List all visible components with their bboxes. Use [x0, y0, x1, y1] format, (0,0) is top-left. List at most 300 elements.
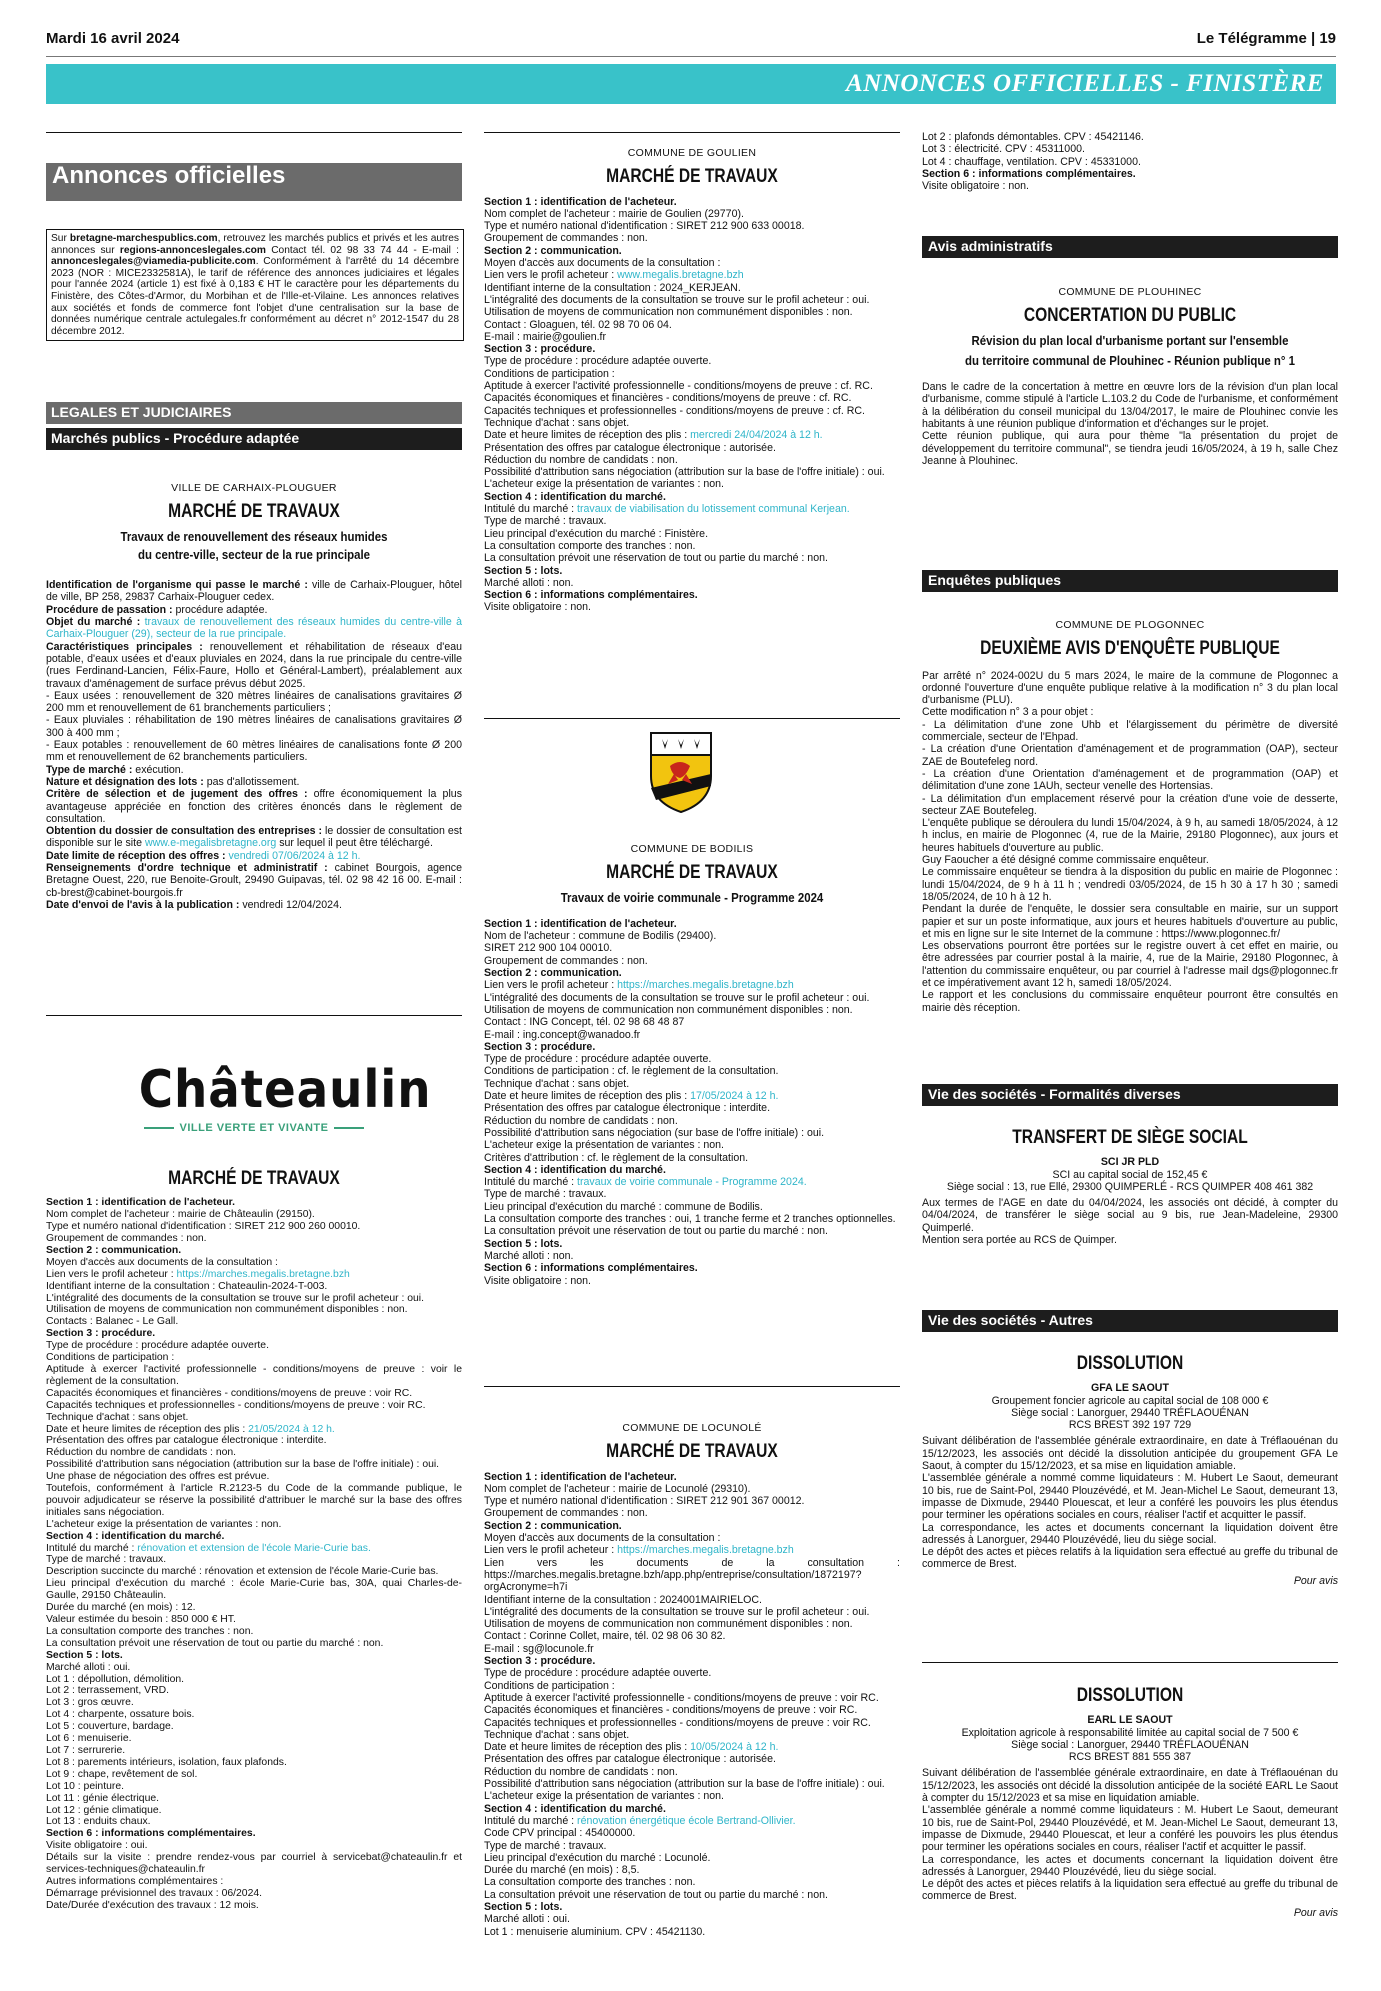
- text-run: La consultation prévoit une réservation de tout ou partie du marché : non.: [484, 1888, 828, 1901]
- paragraph: [484, 355, 900, 367]
- text-run: Contact : ING Concept, tél. 02 98 68 48 87: [484, 1016, 685, 1029]
- locunole-notice: [484, 1422, 900, 1938]
- dissolution-earl-notice: [922, 1685, 1338, 1919]
- paragraph: [46, 739, 462, 764]
- notice-body: [922, 1435, 1338, 1570]
- paragraph: [484, 1471, 900, 1483]
- logo-tagline-row: [126, 1122, 382, 1134]
- paragraph: [484, 1901, 900, 1913]
- text-run: Réduction du nombre de candidats : non.: [484, 1765, 678, 1778]
- paragraph: [484, 1238, 900, 1250]
- paragraph: [484, 294, 900, 306]
- paragraph: [922, 719, 1338, 744]
- paragraph: [46, 1447, 462, 1459]
- text-run: La consultation prévoit une réservation de tout ou partie du marché : non.: [484, 1225, 828, 1238]
- paragraph: [46, 1412, 462, 1424]
- text-run: Lot 10 : peinture.: [46, 1780, 124, 1792]
- paragraph: [922, 1767, 1338, 1804]
- paragraph: [484, 1520, 900, 1532]
- legales-header: LEGALES ET JUDICIAIRES: [46, 402, 462, 424]
- paragraph: [922, 1546, 1338, 1571]
- text-run: , retrouvez les marchés publics et privés et les autres annonces sur: [51, 233, 460, 256]
- paragraph: [922, 989, 1338, 1014]
- paragraph: [46, 776, 462, 788]
- header-line: [922, 1407, 1338, 1419]
- signature: Pour avis: [1293, 1574, 1338, 1587]
- paragraph: [484, 1778, 900, 1790]
- paragraph: [484, 368, 900, 380]
- text-run: Type et numéro national d'identification : SIRET 212 901 367 00012.: [484, 1495, 805, 1508]
- paragraph: [484, 429, 900, 441]
- paragraph: [484, 1729, 900, 1741]
- text-run: Exploitation agricole à responsabilité limitée au capital social de 7 500 €: [961, 1726, 1299, 1739]
- text-run: Utilisation de moyens de communication non communément disponibles : non.: [484, 1003, 853, 1016]
- paragraph: [46, 1566, 462, 1578]
- goulien-notice: [484, 147, 900, 614]
- text-run: La consultation comporte des tranches : non.: [46, 1625, 254, 1637]
- highlighted-text: 17/05/2024 à 12 h.: [690, 1090, 779, 1103]
- paragraph: [484, 1815, 900, 1827]
- paragraph: [46, 604, 462, 616]
- bold-label: Section 5 : lots.: [484, 1237, 563, 1250]
- bold-label: SCI JR PLD: [1100, 1156, 1160, 1169]
- text-run: Lieu principal d'exécution du marché : commune de Bodilis.: [484, 1200, 763, 1213]
- paragraph: [484, 1483, 900, 1495]
- text-run: cabinet Bourgois, agence Bretagne Ouest, 220, rue Benoite-Groult, 29490 Guipavas, tél. 02 98 42 16 00. E-mail : cb-brest@cabinet-bourgois.fr: [46, 862, 462, 899]
- notice-body: [922, 381, 1338, 467]
- text-run: Visite obligatoire : non.: [484, 1274, 591, 1287]
- text-run: Lieu principal d'exécution du marché : école Marie-Curie bas, 30A, quai Charles-de-Gaulle, 29150 Châteaulin.: [46, 1578, 462, 1602]
- paragraph: [46, 850, 462, 862]
- paragraph: [46, 1900, 462, 1912]
- transfert-notice: [922, 1127, 1338, 1247]
- locunole-continued: [922, 131, 1338, 192]
- text-run: Lot 6 : menuiserie.: [46, 1733, 132, 1745]
- text-run: L'enquête publique se déroulera du lundi 15/04/2024, à 9 h, au samedi 18/05/2024, à 12 h inclus, en mairie de Plogonnec (4, rue de la Mairie, 29180 Plogonnec), aux jours et heures habituels d'ouverture au public.: [922, 817, 1338, 854]
- text-run: Lien vers le profil acheteur :: [484, 979, 618, 992]
- header-line: [922, 1382, 1338, 1394]
- text-run: pas d'allotissement.: [203, 775, 300, 788]
- paragraph: [922, 854, 1338, 866]
- paragraph: [922, 768, 1338, 793]
- text-run: Type de procédure : procédure adaptée ouverte.: [484, 355, 712, 368]
- paragraph: [46, 1221, 462, 1233]
- text-run: Type de procédure : procédure adaptée ouverte.: [484, 1667, 712, 1680]
- bold-label: Section 6 : informations complémentaires.: [922, 167, 1136, 180]
- paragraph: [46, 1388, 462, 1400]
- bold-label: Date d'envoi de l'avis à la publication :: [46, 898, 240, 911]
- paragraph: [484, 1139, 900, 1151]
- paragraph: [484, 1188, 900, 1200]
- highlighted-text: www.e-megalisbretagne.org: [144, 837, 277, 850]
- paragraph: [46, 862, 462, 899]
- paragraph: [46, 1721, 462, 1733]
- paragraph: [484, 245, 900, 257]
- text-run: Sur: [51, 233, 70, 244]
- notice-title: MARCHÉ DE TRAVAUX: [606, 166, 778, 188]
- bold-label: Type de marché :: [46, 763, 133, 776]
- notice-title: TRANSFERT DE SIÈGE SOCIAL: [1012, 1127, 1248, 1148]
- paragraph: [484, 992, 900, 1004]
- text-run: Date et heure limites de réception des plis :: [484, 429, 691, 442]
- bold-label: Section 5 : lots.: [484, 1900, 563, 1913]
- text-run: La correspondance, les actes et documents concernant la liquidation doivent être adressés à Lanorguer, 29440 Plouzévédé, lieu du siège social.: [922, 1853, 1338, 1878]
- text-run: Type de marché : travaux.: [484, 515, 607, 528]
- text-run: Cette modification n° 3 a pour objet :: [922, 706, 1094, 719]
- paragraph: [46, 1459, 462, 1471]
- notice-body: [484, 1471, 900, 1938]
- paragraph: [922, 143, 1338, 155]
- paragraph: [46, 1745, 462, 1757]
- text-run: Conditions de participation :: [46, 1352, 175, 1364]
- text-run: Lien vers le profil acheteur :: [484, 1544, 618, 1557]
- text-run: Possibilité d'attribution sans négociation (sur base de l'offre initiale) : oui.: [484, 1126, 825, 1139]
- paragraph: [484, 979, 900, 991]
- text-run: Capacités économiques et financières - conditions/moyens de preuve : voir RC.: [484, 1704, 858, 1717]
- chateaulin-logo: [126, 1060, 432, 1134]
- header-line: [922, 1419, 1338, 1431]
- bold-label: regions-annonceslegales.com: [119, 244, 266, 256]
- paragraph: [46, 1852, 462, 1876]
- text-run: Dans le cadre de la concertation à mettre en œuvre lors de la révision d'un plan local d'urbanisme, comme stipulé à l'article L.103.2 du Code de l'urbanisme, et conformément à la délibération du conseil municipal du 13/04/2017, le maire de Plouhinec convie les habitants à une réunion publique d'information et d'échanges sur le projet.: [922, 381, 1338, 431]
- text-run: Type de marché : travaux.: [46, 1554, 167, 1566]
- text-run: L'acheteur exige la présentation de variantes : non.: [484, 1139, 724, 1152]
- paragraph: [46, 1519, 462, 1531]
- paragraph: [46, 1483, 462, 1519]
- leaf-line-icon: [334, 1127, 364, 1129]
- paragraph: [484, 306, 900, 318]
- text-run: Utilisation de moyens de communication non communément disponibles : non.: [484, 306, 853, 319]
- paragraph: [46, 1304, 462, 1316]
- paragraph: [922, 670, 1338, 707]
- paragraph: [484, 1926, 900, 1938]
- paragraph: [922, 1804, 1338, 1853]
- text-run: Lot 4 : charpente, ossature bois.: [46, 1709, 195, 1721]
- paragraph: [922, 743, 1338, 768]
- text-run: procédure adaptée.: [172, 603, 268, 616]
- text-run: Lot 11 : génie électrique.: [46, 1792, 160, 1804]
- text-run: L'acheteur exige la présentation de variantes : non.: [46, 1518, 282, 1530]
- paragraph: [484, 1692, 900, 1704]
- paragraph: [46, 1816, 462, 1828]
- marches-header: Marchés publics - Procédure adaptée: [46, 428, 462, 450]
- text-run: Présentation des offres par catalogue électronique : autorisée.: [484, 1753, 776, 1766]
- paragraph: [484, 1275, 900, 1287]
- bold-label: Section 1 : identification de l'acheteur.: [46, 1197, 235, 1209]
- paragraph: [484, 1790, 900, 1802]
- paragraph: [46, 690, 462, 715]
- notice-body: [46, 1197, 462, 1911]
- text-run: Aux termes de l'AGE en date du 04/04/2024, les associés ont décidé, à compter du 04/04/2024, de transférer le siège social au 9 bis, rue Jean-Madeleine, 29300 Quimperlé.: [922, 1197, 1338, 1234]
- bold-label: Obtention du dossier de consultation des entreprises :: [46, 825, 323, 838]
- chateaulin-notice: [46, 1168, 462, 1912]
- text-run: RCS BREST 392 197 729: [1068, 1419, 1192, 1432]
- paragraph: [484, 269, 900, 281]
- leaf-line-icon: [144, 1127, 174, 1129]
- text-run: Possibilité d'attribution sans négociation (attribution sur la base de l'offre initiale) : oui.: [484, 1778, 885, 1791]
- paragraph: [484, 1913, 900, 1925]
- issue-date: Mardi 16 avril 2024: [46, 30, 180, 47]
- paragraph: [46, 1364, 462, 1388]
- text-run: Type de marché : travaux.: [484, 1839, 607, 1852]
- bold-label: Section 3 : procédure.: [46, 1328, 156, 1340]
- text-run: Conditions de participation :: [484, 1679, 615, 1692]
- paragraph: [922, 156, 1338, 168]
- paragraph: [922, 793, 1338, 818]
- text-run: Date et heure limites de réception des plis :: [484, 1090, 691, 1103]
- company-header: [922, 1156, 1338, 1193]
- paragraph: [484, 466, 900, 478]
- bold-label: Identification de l'organisme qui passe le marché :: [46, 579, 308, 592]
- paragraph: [484, 1507, 900, 1519]
- paragraph: [922, 180, 1338, 192]
- text-run: L'intégralité des documents de la consultation se trouve sur le profil acheteur : oui.: [484, 991, 870, 1004]
- paragraph: [46, 1257, 462, 1269]
- paragraph: [922, 706, 1338, 718]
- header-line: [922, 1395, 1338, 1407]
- paragraph: [484, 1164, 900, 1176]
- paragraph: [46, 1769, 462, 1781]
- paragraph: [484, 528, 900, 540]
- text-run: Lot 3 : électricité. CPV : 45311000.: [922, 143, 1085, 156]
- company-header: [922, 1714, 1338, 1763]
- paragraph: [46, 1328, 462, 1340]
- notice-body: [484, 196, 900, 614]
- notice-title: CONCERTATION DU PUBLIC: [1023, 305, 1237, 327]
- commune-name: COMMUNE DE LOCUNOLÉ: [622, 1422, 762, 1434]
- paragraph: [484, 1864, 900, 1876]
- paragraph: [46, 1269, 462, 1281]
- intro-box: [46, 229, 464, 341]
- text-run: Lieu principal d'exécution du marché : Locunolé.: [484, 1851, 711, 1864]
- header-line: [922, 1727, 1338, 1739]
- bold-label: Section 1 : identification de l'acheteur.: [484, 917, 677, 930]
- highlighted-text: https://marches.megalis.bretagne.bzh: [617, 1544, 794, 1557]
- text-run: le dossier de consultation est disponible sur le site: [46, 825, 462, 850]
- text-run: Lot 7 : serrurerie.: [46, 1744, 126, 1756]
- paragraph: [484, 601, 900, 613]
- text-run: Aptitude à exercer l'activité professionnelle - conditions/moyens de preuve : voir RC.: [484, 1691, 879, 1704]
- paragraph: [922, 1435, 1338, 1472]
- bold-label: Section 5 : lots.: [484, 564, 563, 577]
- text-run: Lien vers les documents de la consultation : https://marches.megalis.bretagne.bzh/app.php/entreprise/consultation/1872197?orgAcronyme=h7i: [484, 1556, 900, 1594]
- notice-title: MARCHÉ DE TRAVAUX: [168, 501, 340, 523]
- text-run: - La délimitation d'une zone Uhb et l'élargissement du périmètre de diversité commerciale, secteur de l'Ehpad.: [922, 718, 1338, 744]
- paragraph: [46, 1340, 462, 1352]
- paragraph: [46, 1840, 462, 1852]
- paragraph: [46, 1638, 462, 1650]
- text-run: Type de procédure : procédure adaptée ouverte.: [46, 1340, 269, 1352]
- logo-wordmark: Châteaulin: [138, 1060, 432, 1120]
- header-line: [922, 1739, 1338, 1751]
- page-header: [46, 30, 1336, 50]
- notice-body: [922, 1767, 1338, 1902]
- paragraph: [484, 442, 900, 454]
- paragraph: [484, 1250, 900, 1262]
- text-run: SCI au capital social de 152,45 €: [1052, 1168, 1208, 1181]
- paragraph: [922, 940, 1338, 989]
- text-run: Le commissaire enquêteur se tiendra à la disposition du public en mairie de Plogonnec : lundi 15/04/2024, de 9 h à 11 h ; vendredi 03/05/2024, de 15 h 30 à 17 h 30 ; samedi 18/05/2024, de 10 h à 12 h.: [922, 866, 1338, 903]
- notice-title: MARCHÉ DE TRAVAUX: [606, 1441, 778, 1463]
- text-run: Suivant délibération de l'assemblée générale extraordinaire, en date à Tréflaouénan du 15/12/2023, les associés ont décidé la dissolution anticipée de la société EARL Le Saout à compter du 15/12/2023 et sa mise en liquidation amiable.: [922, 1767, 1338, 1805]
- text-run: L'intégralité des documents de la consultation se trouve sur le profil acheteur : oui.: [484, 293, 870, 306]
- text-run: Utilisation de moyens de communication non communément disponibles : non.: [46, 1304, 408, 1316]
- signature: Pour avis: [1293, 1906, 1338, 1919]
- paragraph: [484, 565, 900, 577]
- text-run: Technique d'achat : sans objet.: [46, 1411, 189, 1423]
- paragraph: [46, 1685, 462, 1697]
- text-run: Lot 3 : gros œuvre.: [46, 1697, 134, 1709]
- text-run: Utilisation de moyens de communication non communément disponibles : non.: [484, 1618, 853, 1631]
- text-run: Lot 4 : chauffage, ventilation. CPV : 45331000.: [922, 155, 1141, 168]
- bold-label: Section 3 : procédure.: [484, 1655, 596, 1668]
- paragraph: [484, 1115, 900, 1127]
- text-run: Lot 9 : chape, revêtement de sol.: [46, 1768, 198, 1780]
- text-run: sur lequel il peut être téléchargé.: [276, 837, 433, 850]
- banner-title: ANNONCES OFFICIELLES - FINISTÈRE: [846, 70, 1324, 97]
- highlighted-text: rénovation énergétique école Bertrand-Ollivier.: [577, 1814, 796, 1827]
- notice-body: [484, 918, 900, 1287]
- annonces-officielles-header: [46, 163, 462, 201]
- notice-title: MARCHÉ DE TRAVAUX: [606, 862, 778, 884]
- paragraph: [46, 825, 462, 850]
- paragraph: [484, 1557, 900, 1594]
- text-run: Intitulé du marché :: [484, 1176, 578, 1189]
- notice-title: MARCHÉ DE TRAVAUX: [168, 1168, 340, 1189]
- text-run: Description succincte du marché : rénovation et extension de l'école Marie-Curie bas.: [46, 1566, 439, 1578]
- paragraph: [484, 1004, 900, 1016]
- paragraph: [922, 1472, 1338, 1521]
- paragraph: [46, 1757, 462, 1769]
- highlighted-text: travaux de renouvellement des réseaux humides du centre-ville à Carhaix-Plouguer (29), secteur de la rue principale.: [46, 616, 463, 641]
- divider: [484, 1386, 900, 1387]
- highlighted-text: www.megalis.bretagne.bzh: [617, 269, 744, 282]
- text-run: Identifiant interne de la consultation : Chateaulin-2024-T-003.: [46, 1280, 328, 1292]
- paragraph: [484, 942, 900, 954]
- bold-label: Date limite de réception des offres :: [46, 849, 226, 862]
- text-run: Nom de l'acheteur : commune de Bodilis (29400).: [484, 930, 717, 943]
- text-run: Contacts : Balanec - Le Gall.: [46, 1316, 179, 1328]
- text-run: Nom complet de l'acheteur : mairie de Goulien (29770).: [484, 207, 744, 220]
- paragraph: [46, 1697, 462, 1709]
- text-run: E-mail : mairie@goulien.fr: [484, 330, 607, 343]
- text-run: E-mail : ing.concept@wanadoo.fr: [484, 1028, 641, 1041]
- plogonnec-notice: [922, 619, 1338, 1014]
- paragraph: [484, 515, 900, 527]
- paragraph: [922, 903, 1338, 940]
- paragraph: [46, 1781, 462, 1793]
- highlighted-text: mercredi 24/04/2024 à 12 h.: [690, 429, 823, 442]
- paragraph: [484, 1213, 900, 1225]
- text-run: Capacités économiques et financières - conditions/moyens de preuve : voir RC.: [46, 1387, 413, 1399]
- divider: [484, 718, 900, 719]
- bold-label: Section 2 : communication.: [484, 244, 622, 257]
- text-run: - La création d'une Orientation d'aménagement et de programmation (OAP) et délimitation d'une zone 1AUh, secteur venelle des Hortensias.: [922, 767, 1338, 793]
- text-run: Pendant la durée de l'enquête, le dossier sera consultable en mairie, sur un support papier et sur un poste informatique, aux jours et heures habituels d'ouverture au public, et mis en ligne sur le site Internet de la commune : https://www.plogonnec.fr/: [922, 903, 1338, 940]
- text-run: L'intégralité des documents de la consultation se trouve sur le profil acheteur : oui.: [46, 1292, 424, 1304]
- paragraph: [46, 1424, 462, 1436]
- paragraph: [46, 1888, 462, 1900]
- text-run: Groupement de commandes : non.: [484, 232, 648, 245]
- text-run: Par arrêté n° 2024-002U du 5 mars 2024, le maire de la commune de Plogonnec a ordonné l'ouverture d'une enquête publique relative à la modification n° 3 du plan local d'urbanisme (PLU).: [922, 669, 1338, 707]
- text-run: Lot 12 : génie climatique.: [46, 1804, 162, 1816]
- text-run: Intitulé du marché :: [484, 1814, 578, 1827]
- text-run: Groupement de commandes : non.: [46, 1233, 207, 1245]
- notice-subtitle: Révision du plan local d'urbanisme portant sur l'ensemble: [971, 332, 1289, 348]
- text-run: L'assemblée générale a nommé comme liquidateurs : M. Hubert Le Saout, demeurant 10 bis, rue de Saint-Pol, 29440 Plouzévédé, et M. Jean-Michel Le Saout, demeurant 13, impasse de Dixmude, 29440 Plouescat, et leur a conféré les pouvoirs les plus étendus pour terminer les opérations sociales en cours, réaliser l'actif et acquitter le passif.: [922, 1804, 1338, 1854]
- coat-of-arms-icon: [648, 730, 714, 814]
- text-run: Technique d'achat : sans objet.: [484, 1728, 630, 1741]
- paragraph: [484, 1655, 900, 1667]
- text-run: Valeur estimée du besoin : 850 000 € HT.: [46, 1614, 236, 1626]
- text-run: Lien vers le profil acheteur :: [46, 1268, 177, 1280]
- text-run: - Eaux pluviales : réhabilitation de 190 mètres linéaires de canalisations gravitaires Ø 300 à 400 mm ;: [46, 714, 462, 739]
- paragraph: [922, 1878, 1338, 1903]
- text-run: Date et heure limites de réception des plis :: [46, 1423, 249, 1435]
- text-run: Possibilité d'attribution sans négociation (attribution sur la base de l'offre initiale) : oui.: [46, 1459, 440, 1471]
- bold-label: annonceslegales@viamedia-publicite.com: [51, 256, 256, 268]
- paragraph: [484, 1262, 900, 1274]
- notice-subtitle: du centre-ville, secteur de la rue principale: [137, 546, 371, 562]
- text-run: Marché alloti : oui.: [46, 1661, 131, 1673]
- avis-administratifs-header: Avis administratifs: [922, 236, 1338, 258]
- bold-label: Section 2 : communication.: [484, 1519, 622, 1532]
- paragraph: [484, 1225, 900, 1237]
- text-run: Guy Faoucher a été désigné comme commissaire enquêteur.: [922, 854, 1209, 867]
- bold-label: Section 3 : procédure.: [484, 1040, 596, 1053]
- paragraph: [46, 899, 462, 911]
- text-run: Marché alloti : non.: [484, 576, 574, 589]
- paragraph: [46, 1793, 462, 1805]
- text-run: Une phase de négociation des offres est prévue.: [46, 1471, 270, 1483]
- text-run: Autres informations complémentaires :: [46, 1875, 224, 1887]
- paragraph: [484, 1029, 900, 1041]
- text-run: Réduction du nombre de candidats : non.: [484, 453, 678, 466]
- paragraph: [46, 1293, 462, 1305]
- highlighted-text: vendredi 07/06/2024 à 12 h.: [225, 849, 361, 862]
- paragraph: [484, 1667, 900, 1679]
- text-run: La consultation comporte des tranches : non.: [484, 1876, 696, 1889]
- paragraph: [484, 454, 900, 466]
- paragraph: [484, 1016, 900, 1028]
- bold-label: Procédure de passation :: [46, 603, 173, 616]
- highlighted-text: 21/05/2024 à 12 h.: [248, 1423, 335, 1435]
- annonces-officielles-title: Annonces officielles: [52, 162, 286, 189]
- paragraph: [484, 1741, 900, 1753]
- header-rule: [46, 56, 1336, 57]
- text-run: Identifiant interne de la consultation : 2024001MAIRIELOC.: [484, 1593, 762, 1606]
- bold-label: Section 2 : communication.: [484, 967, 622, 980]
- bold-label: GFA LE SAOUT: [1091, 1382, 1169, 1395]
- text-run: Capacités économiques et financières - conditions/moyens de preuve : cf. RC.: [484, 392, 852, 405]
- paragraph: [46, 1602, 462, 1614]
- text-run: L'acheteur exige la présentation de variantes : non.: [484, 478, 724, 491]
- paragraph: [46, 1674, 462, 1686]
- text-run: - Eaux potables : renouvellement de 60 mètres linéaires de canalisations fonte Ø 200 mm et renouvellement de 62 branchements particuliers.: [46, 739, 462, 764]
- paragraph: [46, 788, 462, 825]
- carhaix-notice: [46, 482, 462, 911]
- text-run: Visite obligatoire : oui.: [46, 1840, 148, 1852]
- paragraph: [484, 1127, 900, 1139]
- text-run: Les observations pourront être portées sur le registre ouvert à cet effet en mairie, ou être adressées par courrier postal à la mairie, 4, rue de la Mairie, 29180 Plogonnec, à l'attention du commissaire enquêteur, ou par courriel à l'adresse mail dgs@plogonnec.fr et ce impérativement avant 12 h, samedi 18/05/2024.: [922, 940, 1338, 990]
- text-run: Lot 2 : plafonds démontables. CPV : 45421146.: [922, 131, 1144, 143]
- text-run: Réduction du nombre de candidats : non.: [484, 1114, 678, 1127]
- text-run: Date/Durée d'exécution des travaux : 12 mois.: [46, 1899, 259, 1911]
- header-line: [922, 1751, 1338, 1763]
- paragraph: [46, 579, 462, 604]
- paragraph: [46, 616, 462, 641]
- paragraph: [484, 1102, 900, 1114]
